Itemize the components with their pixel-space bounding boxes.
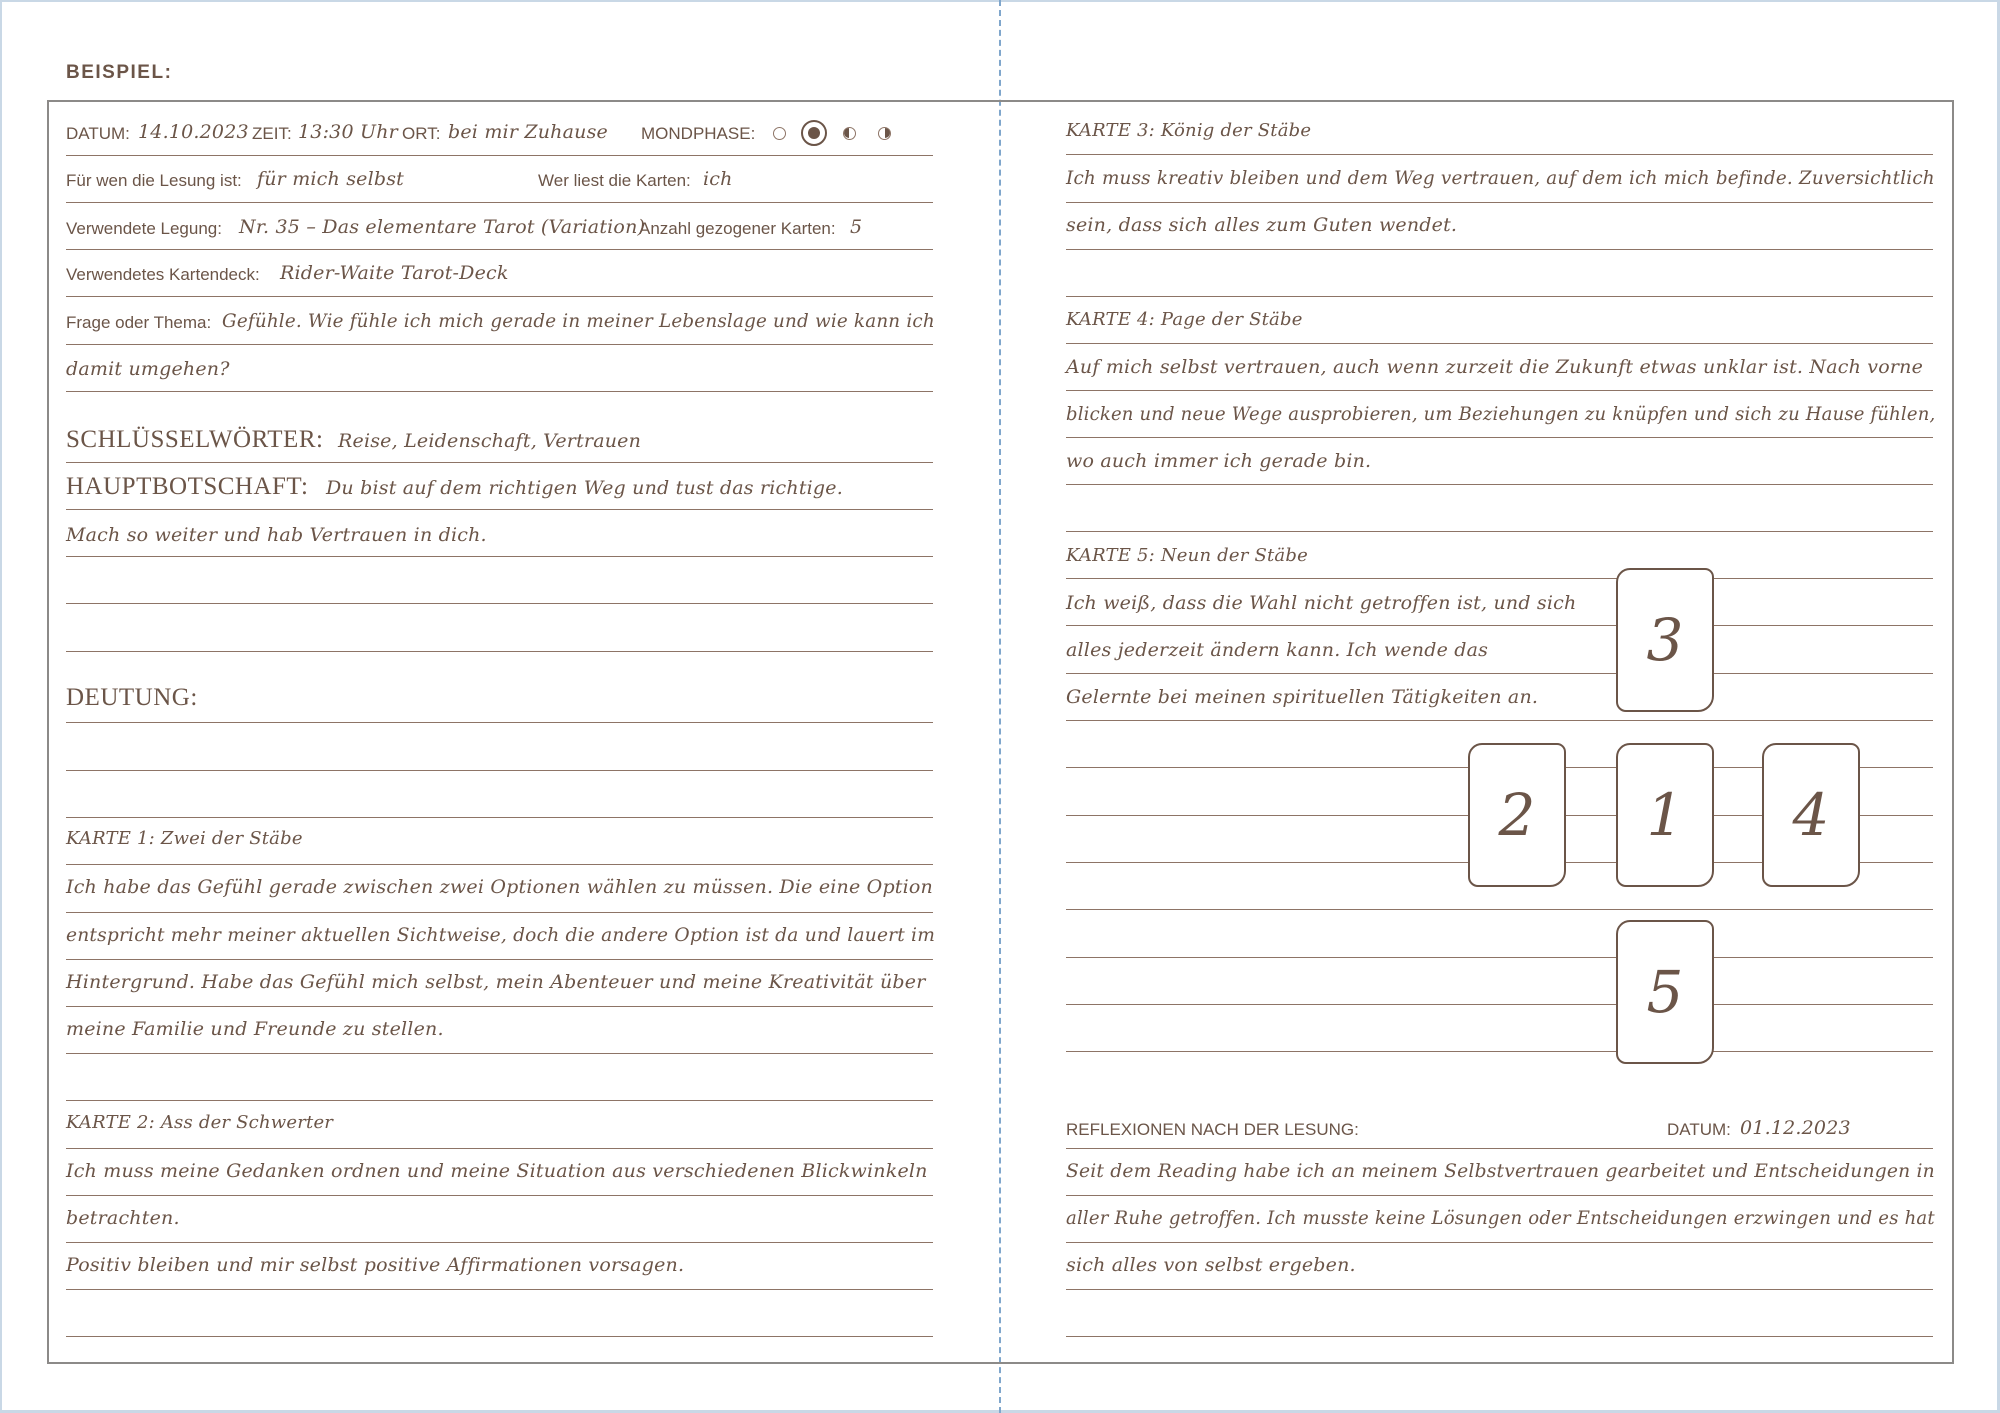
card-2-text: betrachten.	[66, 1207, 180, 1229]
reflection-text: aller Ruhe getroffen. Ich musste keine Lösungen oder Entscheidungen erzwingen und es hat	[1066, 1207, 1935, 1229]
line-message-1	[66, 509, 933, 510]
reflection-date-value: 01.12.2023	[1740, 1117, 1851, 1139]
line-card-1-title	[66, 864, 933, 865]
line-card-1	[66, 912, 933, 913]
main-message-label: HAUPTBOTSCHAFT:	[66, 473, 309, 500]
line-blank	[1066, 1336, 1933, 1337]
card-1-title: KARTE 1: Zwei der Stäbe	[66, 828, 303, 849]
spread-card-2	[1468, 743, 1566, 887]
spread-card-number: 5	[1646, 958, 1684, 1026]
line-blank	[66, 817, 933, 818]
for-whom-label: Für wen die Lesung ist:	[66, 171, 242, 190]
time-label: ZEIT:	[252, 124, 292, 143]
line-spread	[66, 249, 933, 250]
moon-phase-label: MONDPHASE:	[641, 124, 756, 143]
line-whom	[66, 202, 933, 203]
waning-moon-icon	[843, 127, 856, 140]
line-card-4	[1066, 390, 1933, 391]
card-5-text: alles jederzeit ändern kann. Ich wende das	[1066, 639, 1489, 661]
line-card-2-title	[66, 1148, 933, 1149]
card-5-text: Gelernte bei meinen spirituellen Tätigkeiten an.	[1066, 686, 1539, 708]
line-card-2	[66, 1195, 933, 1196]
main-message-line-1: Du bist auf dem richtigen Weg und tust das richtige.	[326, 477, 843, 499]
line-card-2	[66, 1242, 933, 1243]
card-4-text: blicken und neue Wege ausprobieren, um Beziehungen zu knüpfen und sich zu Hause fühlen,	[1066, 403, 1936, 425]
line-question-2	[66, 391, 933, 392]
card-count-value: 5	[850, 216, 863, 238]
card-4-text: wo auch immer ich gerade bin.	[1066, 450, 1372, 472]
line-card-3	[1066, 202, 1933, 203]
line-blank	[1066, 909, 1933, 910]
spread-label: Verwendete Legung:	[66, 219, 222, 238]
spread-card-4	[1762, 743, 1860, 887]
card-3-title: KARTE 3: König der Stäbe	[1066, 120, 1312, 141]
card-5-text: Ich weiß, dass die Wahl nicht getroffen ist, und sich	[1066, 592, 1577, 614]
line-card-5	[1066, 673, 1933, 674]
line-blank	[1066, 1004, 1933, 1005]
card-3-text: sein, dass sich alles zum Guten wendet.	[1066, 214, 1458, 236]
card-2-text: Ich muss meine Gedanken ordnen und meine Situation aus verschiedenen Blickwinkeln	[66, 1160, 928, 1182]
card-1-text: Hintergrund. Habe das Gefühl mich selbst, mein Abenteuer und meine Kreativität über	[66, 971, 926, 993]
line-card-4	[1066, 484, 1933, 485]
line-reflection	[1066, 1242, 1933, 1243]
card-2-title: KARTE 2: Ass der Schwerter	[66, 1112, 334, 1133]
deck-value: Rider-Waite Tarot-Deck	[280, 262, 509, 284]
card-2-text: Positiv bleiben und mir selbst positive Affirmationen vorsagen.	[66, 1254, 685, 1276]
spread-card-1	[1616, 743, 1714, 887]
card-4-title: KARTE 4: Page der Stäbe	[1066, 309, 1303, 330]
page-edge-left	[0, 0, 2, 1413]
line-card-5	[1066, 625, 1933, 626]
line-card-3-title	[1066, 154, 1933, 155]
line-blank	[66, 1100, 933, 1101]
full-moon-icon	[801, 120, 827, 146]
for-whom-value: für mich selbst	[257, 168, 405, 190]
line-blank	[1066, 957, 1933, 958]
time-value: 13:30 Uhr	[298, 121, 398, 143]
card-1-text: meine Familie und Freunde zu stellen.	[66, 1018, 444, 1040]
spread-card-5	[1616, 920, 1714, 1064]
line-keywords	[66, 462, 933, 463]
question-line-2: damit umgehen?	[66, 358, 230, 380]
new-moon-icon	[773, 127, 786, 140]
line-message-2	[66, 556, 933, 557]
date-label: DATUM:	[66, 124, 130, 143]
card-3-text: Ich muss kreativ bleiben und dem Weg vertrauen, auf dem ich mich befinde. Zuversichtlich	[1066, 167, 1935, 189]
date-value: 14.10.2023	[138, 121, 249, 143]
page-heading: BEISPIEL:	[66, 62, 173, 83]
line-card-3	[1066, 249, 1933, 250]
line-card-2	[66, 1289, 933, 1290]
deck-label: Verwendetes Kartendeck:	[66, 265, 260, 284]
reflection-text: Seit dem Reading habe ich an meinem Selbstvertrauen gearbeitet und Entscheidungen in	[1066, 1160, 1935, 1182]
interpretation-label: DEUTUNG:	[66, 684, 198, 711]
line-interpretation	[66, 722, 933, 723]
card-5-title: KARTE 5: Neun der Stäbe	[1066, 545, 1308, 566]
line-blank	[1066, 296, 1933, 297]
line-blank	[1066, 1051, 1933, 1052]
line-reflection	[1066, 1289, 1933, 1290]
line-reflection	[1066, 1195, 1933, 1196]
main-message-line-2: Mach so weiter und hab Vertrauen in dich.	[66, 524, 487, 546]
reader-label: Wer liest die Karten:	[538, 171, 691, 190]
line-blank	[66, 1336, 933, 1337]
reader-value: ich	[703, 168, 733, 190]
line-card-4	[1066, 437, 1933, 438]
line-blank	[1066, 531, 1933, 532]
reflection-label: REFLEXIONEN NACH DER LESUNG:	[1066, 1120, 1359, 1139]
line-deck	[66, 296, 933, 297]
spread-value: Nr. 35 – Das elementare Tarot (Variation)	[239, 216, 646, 238]
line-info	[66, 155, 933, 156]
line-card-5-title	[1066, 578, 1933, 579]
place-label: ORT:	[402, 124, 441, 143]
spread-card-number: 3	[1646, 606, 1684, 674]
spread-card-number: 4	[1792, 781, 1830, 849]
reflection-text: sich alles von selbst ergeben.	[1066, 1254, 1356, 1276]
spread-card-number: 2	[1498, 781, 1536, 849]
reflection-date-label: DATUM:	[1667, 1120, 1731, 1139]
card-1-text: Ich habe das Gefühl gerade zwischen zwei Optionen wählen zu müssen. Die eine Option	[66, 876, 933, 898]
line-card-5	[1066, 720, 1933, 721]
line-card-4-title	[1066, 343, 1933, 344]
place-value: bei mir Zuhause	[448, 121, 608, 143]
card-count-label: Anzahl gezogener Karten:	[639, 219, 836, 238]
card-1-text: entspricht mehr meiner aktuellen Sichtweise, doch die andere Option ist da und lauert im	[66, 924, 936, 946]
question-line-1: Gefühle. Wie fühle ich mich gerade in meiner Lebenslage und wie kann ich	[222, 310, 935, 332]
line-card-1	[66, 1006, 933, 1007]
keywords-value: Reise, Leidenschaft, Vertrauen	[338, 430, 642, 452]
card-4-text: Auf mich selbst vertrauen, auch wenn zurzeit die Zukunft etwas unklar ist. Nach vorne	[1066, 356, 1924, 378]
line-reflection-title	[1066, 1148, 1933, 1149]
keywords-label: SCHLÜSSELWÖRTER:	[66, 426, 324, 453]
spread-card-3	[1616, 568, 1714, 712]
spread-card-number: 1	[1646, 781, 1684, 849]
line-blank	[66, 770, 933, 771]
line-card-1	[66, 959, 933, 960]
line-blank	[66, 651, 933, 652]
line-blank	[66, 603, 933, 604]
line-question-1	[66, 344, 933, 345]
line-card-1	[66, 1053, 933, 1054]
waxing-moon-icon	[878, 127, 891, 140]
question-label: Frage oder Thema:	[66, 313, 212, 332]
